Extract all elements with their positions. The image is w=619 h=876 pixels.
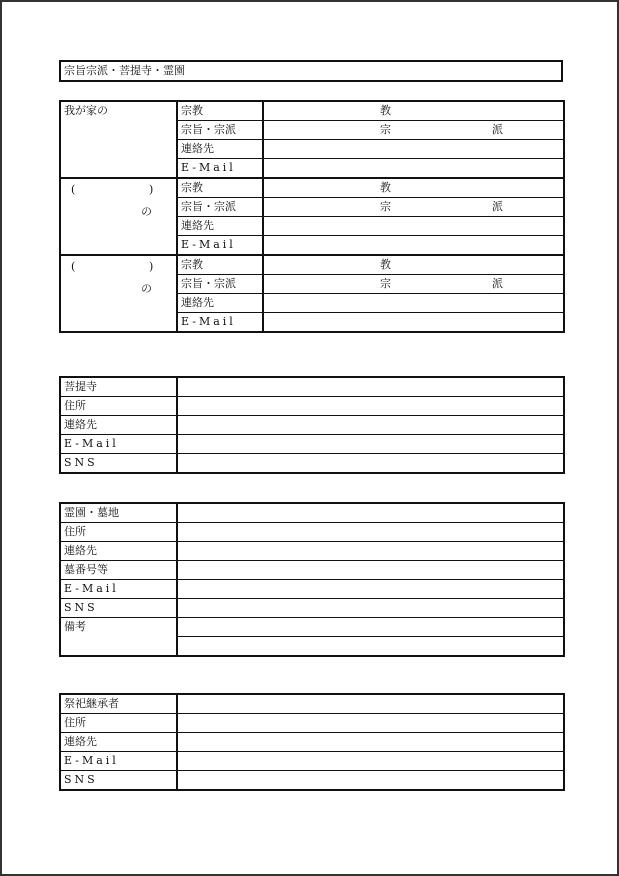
successor-label: E-Mail: [60, 752, 177, 771]
cemetery-row: [60, 542, 564, 561]
no-particle: の: [141, 205, 152, 218]
successor-row: [60, 752, 564, 771]
successor-label: 住所: [60, 714, 177, 733]
cemetery-row: [60, 599, 564, 618]
temple-label: 住所: [60, 397, 177, 416]
religion-row-label: 連絡先: [177, 294, 263, 313]
temple-label: E-Mail: [60, 435, 177, 454]
successor-value-cell[interactable]: [177, 771, 564, 791]
kyo-suffix: 教: [380, 258, 391, 271]
cemetery-label: 連絡先: [60, 542, 177, 561]
shu-suffix: 宗: [380, 277, 391, 290]
successor-row: [60, 694, 564, 714]
cemetery-value-cell[interactable]: [177, 599, 564, 618]
cemetery-row: [60, 561, 564, 580]
cemetery-value-cell[interactable]: [177, 580, 564, 599]
shu-suffix: 宗: [380, 123, 391, 136]
successor-value-cell[interactable]: [177, 694, 564, 714]
successor-value-cell[interactable]: [177, 733, 564, 752]
religion-row-label: 宗旨・宗派: [177, 198, 263, 217]
temple-row: [60, 397, 564, 416]
temple-table: [59, 376, 565, 474]
cemetery-notes-line[interactable]: [177, 637, 564, 657]
temple-label: SNS: [60, 454, 177, 474]
religion-value-cell[interactable]: [263, 217, 564, 236]
religion-row-label: 宗旨・宗派: [177, 121, 263, 140]
religion-row-label: 宗教: [177, 178, 263, 198]
religion-row-label: 宗旨・宗派: [177, 275, 263, 294]
kyo-suffix: 教: [380, 181, 391, 194]
cemetery-row: [60, 503, 564, 523]
ha-suffix: 派: [492, 123, 503, 136]
cemetery-notes-label: 備考: [60, 618, 177, 657]
religion-value-cell[interactable]: [263, 275, 564, 294]
cemetery-value-cell[interactable]: [177, 503, 564, 523]
religion-row-label: E-Mail: [177, 313, 263, 333]
religion-value-cell[interactable]: [263, 178, 564, 198]
cemetery-value-cell[interactable]: [177, 523, 564, 542]
ha-suffix: 派: [492, 200, 503, 213]
temple-value-cell[interactable]: [177, 397, 564, 416]
religion-value-cell[interactable]: [263, 159, 564, 179]
cemetery-notes-row: [60, 618, 564, 637]
successor-label: 祭祀継承者: [60, 694, 177, 714]
successor-row: [60, 714, 564, 733]
religion-value-cell[interactable]: [263, 198, 564, 217]
successor-row: [60, 733, 564, 752]
cemetery-label: 住所: [60, 523, 177, 542]
open-paren: (: [71, 183, 76, 196]
page-title: 宗旨宗派・菩提寺・霊園: [60, 61, 562, 81]
religion-value-cell[interactable]: [263, 101, 564, 121]
cemetery-value-cell[interactable]: [177, 561, 564, 580]
religion-row-label: E-Mail: [177, 159, 263, 179]
title-table: [59, 60, 563, 82]
ha-suffix: 派: [492, 277, 503, 290]
cemetery-label: 霊園・墓地: [60, 503, 177, 523]
religion-table: [59, 100, 565, 333]
successor-value-cell[interactable]: [177, 752, 564, 771]
temple-row: [60, 416, 564, 435]
cemetery-table: [59, 502, 565, 657]
cemetery-label: 墓番号等: [60, 561, 177, 580]
religion-row-label: 宗教: [177, 255, 263, 275]
religion-owner-cell[interactable]: [60, 101, 177, 178]
cemetery-value-cell[interactable]: [177, 542, 564, 561]
successor-label: 連絡先: [60, 733, 177, 752]
cemetery-row: [60, 580, 564, 599]
temple-value-cell[interactable]: [177, 416, 564, 435]
cemetery-row: [60, 523, 564, 542]
religion-value-cell[interactable]: [263, 140, 564, 159]
religion-row: [60, 178, 564, 198]
cemetery-label: SNS: [60, 599, 177, 618]
successor-value-cell[interactable]: [177, 714, 564, 733]
no-particle: の: [141, 282, 152, 295]
religion-value-cell[interactable]: [263, 313, 564, 333]
temple-value-cell[interactable]: [177, 454, 564, 474]
religion-row-label: 連絡先: [177, 140, 263, 159]
cemetery-notes-line[interactable]: [177, 618, 564, 637]
temple-row: [60, 454, 564, 474]
temple-row: [60, 377, 564, 397]
successor-row: [60, 771, 564, 791]
shu-suffix: 宗: [380, 200, 391, 213]
religion-owner-cell[interactable]: [60, 255, 177, 332]
close-paren: ): [149, 260, 154, 273]
open-paren: (: [71, 260, 76, 273]
religion-row-label: E-Mail: [177, 236, 263, 256]
cemetery-label: E-Mail: [60, 580, 177, 599]
religion-value-cell[interactable]: [263, 236, 564, 256]
kyo-suffix: 教: [380, 104, 391, 117]
religion-value-cell[interactable]: [263, 294, 564, 313]
religion-row: [60, 255, 564, 275]
religion-owner-label: 我が家の: [64, 104, 108, 117]
religion-row: [60, 101, 564, 121]
temple-value-cell[interactable]: [177, 377, 564, 397]
religion-row-label: 連絡先: [177, 217, 263, 236]
successor-label: SNS: [60, 771, 177, 791]
temple-label: 連絡先: [60, 416, 177, 435]
religion-owner-cell[interactable]: [60, 178, 177, 255]
close-paren: ): [149, 183, 154, 196]
temple-value-cell[interactable]: [177, 435, 564, 454]
successor-table: [59, 693, 565, 791]
religion-row-label: 宗教: [177, 101, 263, 121]
temple-row: [60, 435, 564, 454]
religion-value-cell[interactable]: [263, 255, 564, 275]
temple-label: 菩提寺: [60, 377, 177, 397]
religion-value-cell[interactable]: [263, 121, 564, 140]
